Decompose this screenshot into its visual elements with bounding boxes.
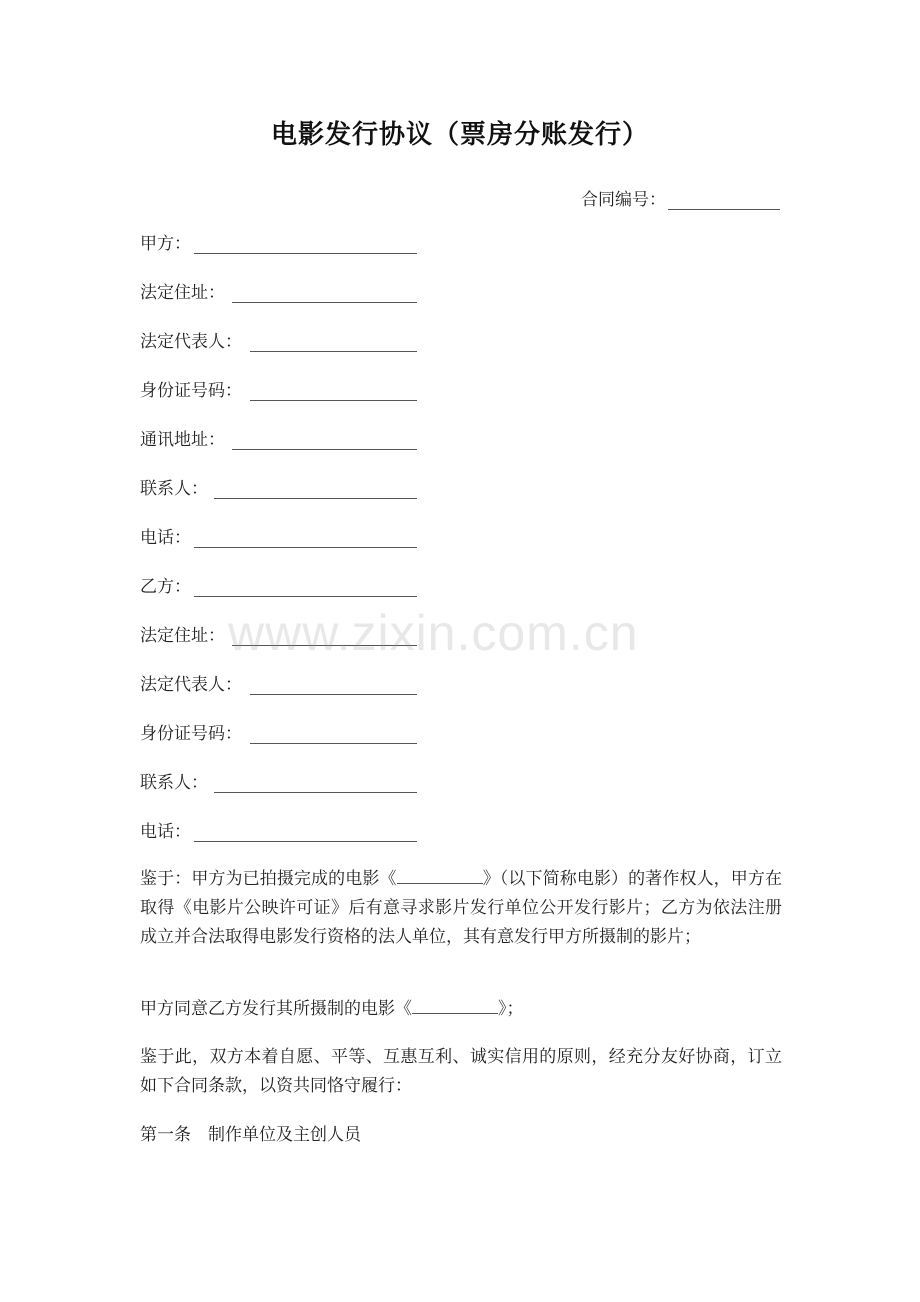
field-label: 电话： [140, 822, 191, 842]
field-blank [232, 302, 417, 303]
field-blank [232, 449, 417, 450]
consent-paragraph [140, 995, 782, 1024]
consent-text-end: 》； [498, 999, 524, 1019]
field-b-representative [140, 673, 780, 722]
field-blank [214, 498, 417, 499]
field-b-address [140, 624, 780, 673]
field-blank [194, 547, 417, 548]
document-title: 电影发行协议（票房分账发行） [270, 120, 649, 150]
field-label: 法定住址： [140, 626, 225, 646]
field-b-phone [140, 820, 780, 869]
party-fields [140, 232, 780, 869]
contract-number-label: 合同编号： [581, 190, 666, 210]
contract-number-blank [668, 189, 780, 210]
article-1-heading: 第一条 制作单位及主创人员 [140, 1125, 361, 1145]
field-a-mail-address [140, 428, 780, 477]
field-a-representative [140, 330, 780, 379]
field-a-id-number [140, 379, 780, 428]
field-label: 通讯地址： [140, 430, 225, 450]
field-label: 联系人： [140, 773, 208, 793]
field-label: 甲方： [140, 234, 191, 254]
field-label: 法定住址： [140, 283, 225, 303]
field-a-contact [140, 477, 780, 526]
field-blank [194, 596, 417, 597]
field-blank [194, 253, 417, 254]
recital-paragraph [140, 865, 782, 952]
recital-text-end: 》（以下简称电影）的著作权人，甲方在取得《电影片公映许可证》后有意寻求影片发行单位公开发行影片；乙方为依法注册成立并合法取得电影发行资格的法人单位，其有意发行甲方所摄制的影片； [140, 869, 783, 947]
field-label: 联系人： [140, 479, 208, 499]
field-label: 乙方： [140, 577, 191, 597]
field-b-id-number [140, 722, 780, 771]
field-blank [214, 792, 417, 793]
agreement-paragraph: 鉴于此，双方本着自愿、平等、互惠互利、诚实信用的原则，经充分友好协商，订立如下合同条款，以资共同恪守履行： [140, 1047, 782, 1096]
field-a-address [140, 281, 780, 330]
field-party-b [140, 575, 780, 624]
field-blank [194, 841, 417, 842]
recital-text-start: 鉴于：甲方为已拍摄完成的电影《 [140, 869, 397, 889]
field-blank [250, 351, 417, 352]
field-label: 电话： [140, 528, 191, 548]
field-blank [250, 400, 417, 401]
consent-text-start: 甲方同意乙方发行其所摄制的电影《 [140, 999, 412, 1019]
field-party-a [140, 232, 780, 281]
field-blank [250, 743, 417, 744]
field-blank [232, 645, 417, 646]
field-a-phone [140, 526, 780, 575]
field-b-contact [140, 771, 780, 820]
watermark-text: www.zixin.com.cn [228, 605, 639, 661]
field-label: 法定代表人： [140, 675, 242, 695]
field-label: 身份证号码： [140, 724, 242, 744]
field-label: 身份证号码： [140, 381, 242, 401]
field-label: 法定代表人： [140, 332, 242, 352]
contract-number [581, 185, 780, 210]
field-blank [250, 694, 417, 695]
film-title-blank [412, 995, 498, 1014]
film-title-blank [397, 865, 483, 884]
